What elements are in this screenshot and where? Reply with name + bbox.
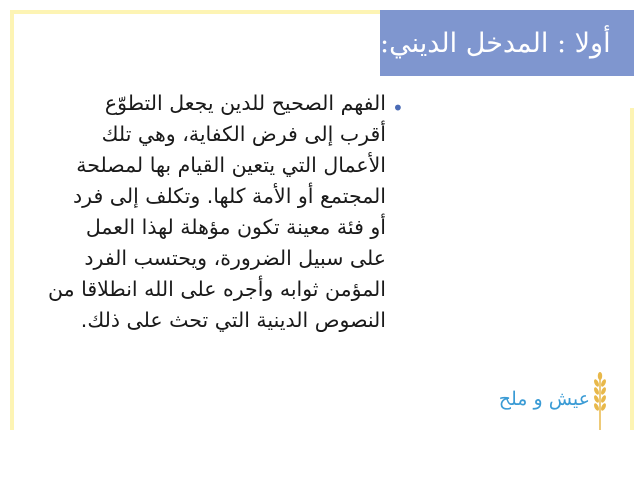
body-line: المجتمع أو الأمة كلها. وتكلف إلى فرد xyxy=(73,184,386,208)
slide-frame-right xyxy=(630,108,634,430)
slide-title: أولا : المدخل الديني: xyxy=(380,27,611,59)
logo-text: عيش و ملح xyxy=(498,388,590,410)
title-bar xyxy=(380,10,634,76)
wheat-icon xyxy=(592,370,608,430)
slide-frame-top xyxy=(10,10,380,14)
body-line: النصوص الدينية التي تحث على ذلك. xyxy=(80,308,386,332)
bullet-marker: • xyxy=(392,96,404,120)
body-line: المؤمن ثوابه وأجره على الله انطلاقا من xyxy=(48,277,386,301)
body-line: الفهم الصحيح للدين يجعل التطوّع xyxy=(104,91,386,115)
body-line: أو فئة معينة تكون مؤهلة لهذا العمل xyxy=(85,215,386,239)
body-line: أقرب إلى فرض الكفاية، وهي تلك xyxy=(101,122,386,146)
slide-frame-left xyxy=(10,10,14,430)
body-line: على سبيل الضرورة، ويحتسب الفرد xyxy=(84,246,386,270)
brand-logo xyxy=(500,370,610,430)
slide-body xyxy=(48,88,386,336)
body-line: الأعمال التي يتعين القيام بها لمصلحة xyxy=(76,153,386,177)
